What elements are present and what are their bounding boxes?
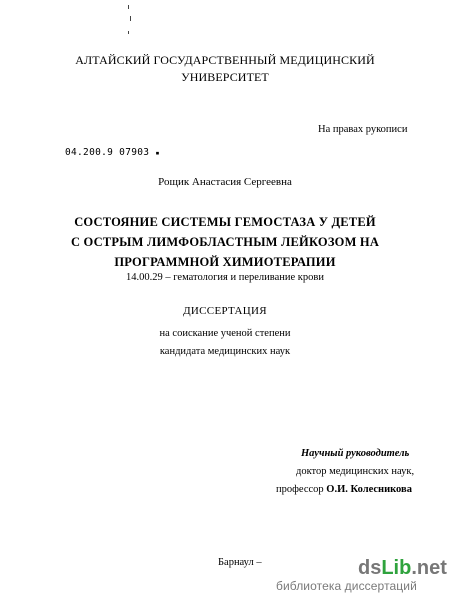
catalog-code-text: 04.200.9 07903	[65, 147, 150, 158]
logo-prefix: ds	[358, 557, 382, 579]
city-year: Барнаул –	[218, 557, 262, 568]
supervisor-name-line	[276, 484, 412, 495]
logo-suffix: .net	[411, 557, 447, 579]
scan-speck	[128, 31, 129, 34]
author-name: Рощик Анастасия Сергеевна	[158, 176, 292, 188]
title-line-1: СОСТОЯНИЕ СИСТЕМЫ ГЕМОСТАЗА У ДЕТЕЙ	[74, 215, 376, 229]
university-line-2: УНИВЕРСИТЕТ	[181, 70, 269, 84]
title-line-2: С ОСТРЫМ ЛИМФОБЛАСТНЫМ ЛЕЙКОЗОМ НА	[70, 235, 380, 249]
degree-line-1: на соискание ученой степени	[159, 328, 291, 339]
university-name	[0, 52, 450, 86]
scan-speck	[130, 16, 131, 21]
title-line-3: ПРОГРАММНОЙ ХИМИОТЕРАПИИ	[114, 255, 336, 269]
dslib-tagline: библиотека диссертаций	[276, 579, 417, 593]
supervisor-name: О.И. Колесникова	[326, 484, 412, 495]
dissertation-title	[0, 212, 450, 272]
rights-note: На правах рукописи	[318, 124, 408, 135]
catalog-code	[65, 147, 160, 158]
dslib-logo[interactable]	[358, 557, 447, 579]
document-type: ДИССЕРТАЦИЯ	[183, 305, 267, 317]
degree-line-2: кандидата медицинских наук	[159, 346, 291, 357]
supervisor-degree: доктор медицинских наук,	[296, 466, 415, 477]
specialty: 14.00.29 – гематология и переливание крови	[126, 272, 324, 283]
university-line-1: АЛТАЙСКИЙ ГОСУДАРСТВЕННЫЙ МЕДИЦИНСКИЙ	[75, 53, 375, 67]
scan-speck	[128, 5, 129, 9]
logo-lib: Lib	[381, 557, 412, 579]
supervisor-role: Научный руководитель	[301, 448, 410, 459]
supervisor-title: профессор	[276, 484, 324, 495]
catalog-mark-icon: ▪	[155, 149, 160, 157]
